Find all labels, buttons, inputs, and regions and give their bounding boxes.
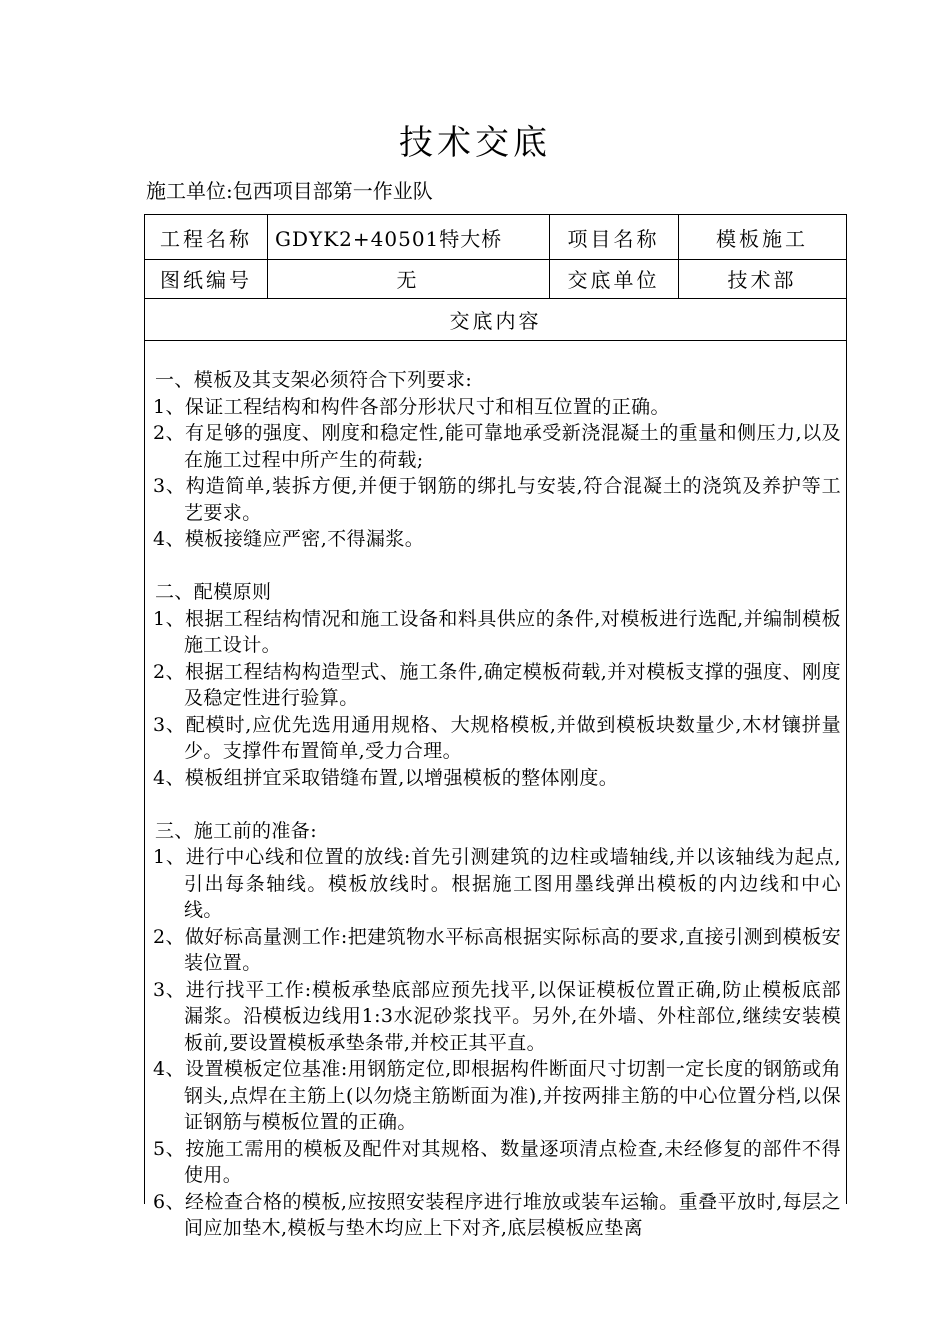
construction-unit-line: 施工单位:包西项目部第一作业队	[146, 179, 433, 203]
content-header: 交底内容	[449, 308, 542, 333]
list-item: 3、进行找平工作:模板承垫底部应预先找平,以保证模板位置正确,防止模板底部漏浆。沿模板边线用1:3水泥砂浆找平。另外,在外墙、外柱部位,继续安装模板前,要设置模板承垫条带,并校正其平直。	[153, 978, 841, 1054]
value-drawing-number: 无	[396, 268, 420, 292]
value-project-name: GDYK2+40501特大桥	[275, 226, 503, 251]
list-item: 3、配模时,应优先选用通用规格、大规格模板,并做到模板块数量少,木材镶拼量少。支撑件布置简单,受力合理。	[153, 713, 841, 762]
label-project-name: 工程名称	[160, 226, 252, 251]
list-item: 2、有足够的强度、刚度和稳定性,能可靠地承受新浇混凝土的重量和侧压力,以及在施工过程中所产生的荷载;	[153, 422, 841, 471]
document-title: 技术交底	[399, 123, 551, 163]
list-item: 2、根据工程结构构造型式、施工条件,确定模板荷载,并对模板支撑的强度、刚度及稳定性进行验算。	[153, 660, 841, 709]
section-title: 一、模板及其支架必须符合下列要求:	[155, 369, 473, 391]
list-item: 1、进行中心线和位置的放线:首先引测建筑的边柱或墙轴线,并以该轴线为起点,引出每条轴线。模板放线时。根据施工图用墨线弹出模板的内边线和中心线。	[153, 846, 841, 921]
section	[153, 818, 841, 1242]
list-item: 3、构造简单,装拆方便,并便于钢筋的绑扎与安装,符合混凝土的浇筑及养护等工艺要求。	[153, 475, 841, 524]
list-item: 4、设置模板定位基准:用钢筋定位,即根据构件断面尺寸切割一定长度的钢筋或角钢头,点焊在主筋上(以勿烧主筋断面为准),并按两排主筋的中心位置分档,以保证钢筋与模板位置的正确。	[153, 1058, 841, 1133]
list-item: 6、经检查合格的模板,应按照安装程序进行堆放或装车运输。重叠平放时,每层之间应加垫木,模板与垫木均应上下对齐,底层模板应垫离	[153, 1190, 841, 1239]
section	[153, 367, 841, 553]
section-title: 三、施工前的准备:	[155, 819, 318, 842]
list-item: 2、做好标高量测工作:把建筑物水平标高根据实际标高的要求,直接引测到模板安装位置。	[153, 925, 841, 974]
label-disclosure-unit: 交底单位	[567, 268, 660, 292]
list-item: 4、模板接缝应严密,不得漏浆。	[153, 528, 425, 550]
value-disclosure-unit: 技术部	[727, 268, 797, 292]
section	[153, 579, 841, 791]
list-item: 1、根据工程结构情况和施工设备和料具供应的条件,对模板进行选配,并编制模板施工设计。	[153, 607, 841, 656]
table-rule	[145, 340, 846, 341]
section-title: 二、配模原则	[155, 581, 272, 603]
list-item: 4、模板组拼宜采取错缝布置,以增强模板的整体刚度。	[153, 766, 619, 789]
value-item-name: 模板施工	[716, 226, 808, 251]
disclosure-content	[153, 367, 841, 1242]
list-item: 1、保证工程结构和构件各部分形状尺寸和相互位置的正确。	[153, 395, 670, 418]
label-item-name: 项目名称	[567, 226, 660, 251]
list-item: 5、按施工需用的模板及配件对其规格、数量逐项清点检查,未经修复的部件不得使用。	[153, 1137, 841, 1186]
label-drawing-number: 图纸编号	[160, 268, 252, 292]
disclosure-table	[144, 214, 847, 1239]
